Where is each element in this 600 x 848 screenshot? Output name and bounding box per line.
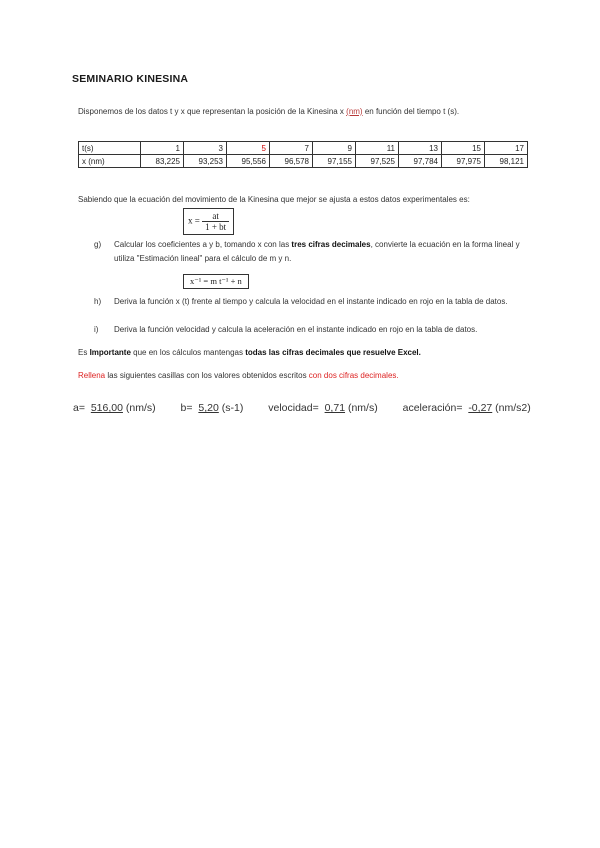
row-label-time: t(s) [79, 142, 141, 155]
fill-red-1: Rellena [78, 371, 106, 380]
table-cell: 96,578 [270, 155, 313, 168]
b-label: b= [180, 402, 193, 414]
equation-lhs: x = [188, 215, 200, 226]
table-cell: 3 [184, 142, 227, 155]
table-cell: 97,525 [356, 155, 399, 168]
table-cell: 98,121 [485, 155, 528, 168]
equation-intro: Sabiendo que la ecuación del movimiento de la Kinesina que mejor se ajusta a estos datos experimentales es: [78, 195, 470, 204]
table-cell: 7 [270, 142, 313, 155]
important-bold-1: Importante [89, 348, 131, 357]
data-table [78, 141, 528, 168]
table-cell-highlight: 5 [227, 142, 270, 155]
table-cell: 17 [485, 142, 528, 155]
equation-box-2: x⁻¹ = m t⁻¹ + n [183, 274, 249, 289]
table-cell: 97,155 [313, 155, 356, 168]
acceleration-unit: (nm/s2) [495, 402, 531, 414]
velocity-unit: (nm/s) [347, 402, 378, 414]
a-label: a= [73, 402, 85, 414]
important-text-3: que resuelve Excel. [344, 348, 421, 357]
table-cell: 83,225 [141, 155, 184, 168]
row-label-position: x (nm) [79, 155, 141, 168]
important-text-2: que en los cálculos mantengas [130, 348, 246, 357]
equation-denominator: 1 + bt [205, 222, 227, 232]
table-cell: 9 [313, 142, 356, 155]
intro-paragraph [78, 105, 530, 119]
item-i [94, 323, 534, 337]
table-cell: 95,556 [227, 155, 270, 168]
table-cell: 97,784 [399, 155, 442, 168]
intro-unit: (nm) [346, 107, 363, 116]
fill-instruction [78, 369, 548, 383]
important-text-1: Es [78, 348, 90, 357]
item-g [94, 238, 534, 266]
important-bold-2: todas las cifras decimales [245, 348, 345, 357]
item-i-text: Deriva la función velocidad y calcula la aceleración en el instante indicado en rojo en la tabla de datos. [114, 325, 478, 334]
intro-text-after: en función del tiempo t (s). [362, 107, 460, 116]
fill-text: las siguientes casillas con los valores obtenidos escritos [105, 371, 309, 380]
answers-row [73, 402, 531, 414]
item-g-marker: g) [94, 240, 102, 249]
equation-numerator: at [202, 211, 229, 222]
b-value-field[interactable]: 5,20 [198, 402, 219, 414]
equation-fraction [202, 211, 229, 232]
item-g-text-1: Calcular los coeficientes a y b, tomando x con las [114, 240, 292, 249]
item-g-text [114, 238, 534, 266]
item-i-marker: i) [94, 325, 99, 334]
velocity-label: velocidad= [268, 402, 319, 414]
table-cell: 1 [141, 142, 184, 155]
a-unit: (nm/s) [125, 402, 156, 414]
velocity-value-field[interactable]: 0,71 [324, 402, 346, 414]
item-h-text: Deriva la función x (t) frente al tiempo y calcula la velocidad en el instante indicado en rojo en la tabla de datos. [114, 297, 508, 306]
item-h-marker: h) [94, 297, 102, 306]
acceleration-label: aceleración= [402, 402, 463, 414]
acceleration-value-field[interactable]: -0,27 [468, 402, 493, 414]
intro-text-before: Disponemos de los datos t y x que representan la posición de la Kinesina x [78, 107, 347, 116]
item-g-bold: tres cifras decimales [291, 240, 371, 249]
equation-box-1 [183, 208, 234, 235]
a-value-field[interactable]: 516,00 [90, 402, 123, 414]
table-row-time [79, 142, 528, 155]
b-unit: (s-1) [221, 402, 244, 414]
page-title: SEMINARIO KINESINA [72, 73, 189, 85]
table-cell: 15 [442, 142, 485, 155]
table-cell: 97,975 [442, 155, 485, 168]
item-g-text-2: , convierte la ecuación en la forma lineal y utiliza "Estimación lineal" para el cálculo de m y n. [114, 240, 520, 263]
table-cell: 13 [399, 142, 442, 155]
fill-red-2: con dos cifras decimales. [308, 371, 399, 380]
table-cell: 11 [356, 142, 399, 155]
table-row-position [79, 155, 528, 168]
important-note [78, 346, 548, 360]
item-h [94, 295, 534, 309]
table-cell: 93,253 [184, 155, 227, 168]
